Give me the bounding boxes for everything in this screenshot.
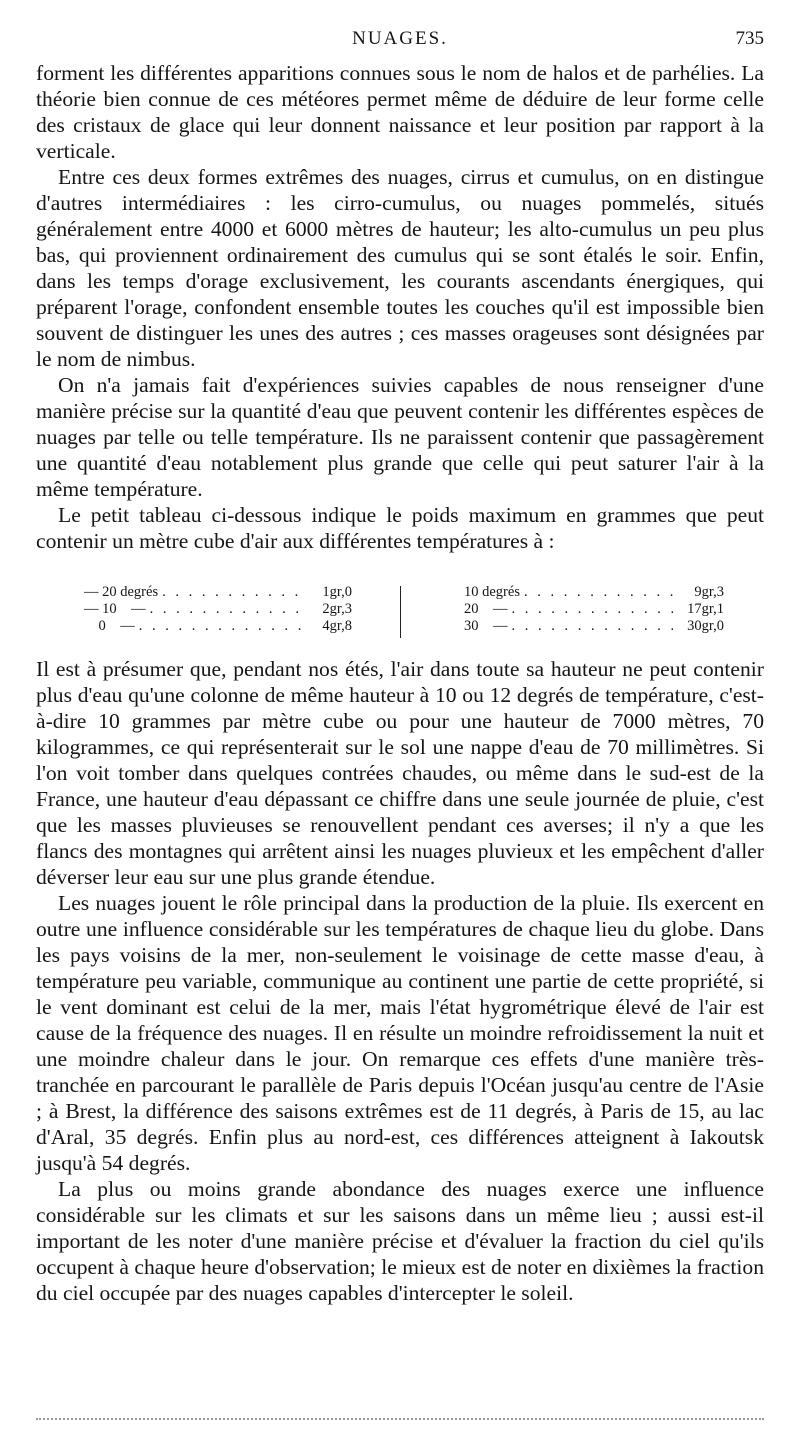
temperature-label: — 20 degrés (84, 584, 159, 600)
table-row (464, 584, 724, 601)
running-title: NUAGES. (352, 28, 448, 49)
paragraph: Les nuages jouent le rôle principal dans la production de la pluie. Ils exercent en outre une influence considérable sur les températures de chaque lieu du globe. Dans les pays voisins de la mer, non-seulement le voisinage de cette masse d'eau, à température peu variable, communique au continent une partie de cette propriété, si le vent dominant est celui de la mer, mais l'état hygrométrique élevé de l'air est cause de la fréquence des nuages. Il en résulte un moindre refroidissement la nuit et une moindre chaleur dans le jour. On remarque ces effets d'une manière très-tranchée en parcourant le parallèle de Paris depuis l'Océan jusqu'au centre de l'Asie ; à Brest, la différence des saisons extrêmes est de 11 degrés, à Paris de 15, au lac d'Aral, 35 degrés. Enfin plus au nord-est, ces différences atteignent à Iakoutsk jusqu'à 54 degrés. (36, 891, 764, 1175)
paragraph: forment les différentes apparitions connues sous le nom de halos et de parhélies. La théorie bien connue de ces météores permet même de déduire de leur forme celle des cristaux de glace qui leur donnent naissance et leur position par rapport à la verticale. (36, 61, 764, 163)
table-row (84, 601, 352, 618)
temperature-label: 10 degrés (464, 584, 520, 600)
leader-dots (146, 601, 306, 618)
paragraph: Il est à présumer que, pendant nos étés, l'air dans toute sa hauteur ne peut contenir plus d'eau qu'une colonne de même hauteur à 10 ou 12 degrés de température, c'est-à-dire 10 grammes par mètre cube ou pour une hauteur de 7000 mètres, 70 kilogrammes, ce qui représenterait sur le sol une nappe d'eau de 70 millimètres. Si l'on voit tomber dans quelques contrées chaudes, ou même dans le sud-est de la France, une hauteur d'eau dépassant ce chiffre dans une seule journée de pluie, c'est que les masses pluvieuses se renouvellent pendant ces averses; il n'y a que les flancs des montagnes qui arrêtent ainsi les nuages pluvieux et les empêchent d'aller déverser leur eau sur une plus grande étendue. (36, 657, 764, 889)
page-header (36, 28, 764, 58)
table-divider (400, 586, 401, 638)
page-number: 735 (735, 28, 764, 49)
leader-dots (508, 618, 679, 635)
water-weight-value: 1gr,0 (322, 584, 352, 600)
temperature-label: 0 — (84, 618, 135, 634)
water-weight-value: 4gr,8 (322, 618, 352, 634)
water-weight-value: 9gr,3 (694, 584, 724, 600)
water-weight-value: 2gr,3 (322, 601, 352, 617)
table-row (84, 584, 352, 601)
leader-dots (158, 584, 306, 601)
footer-dotted-rule (36, 1418, 764, 1420)
paragraph: On n'a jamais fait d'expériences suivies capables de nous renseigner d'une manière précise sur la quantité d'eau que peuvent contenir les différentes espèces de nuages par telle ou telle température. Ils ne paraissent contenir que passagèrement une quantité d'eau notablement plus grande que celle qui peut saturer l'air à la même température. (36, 373, 764, 501)
temperature-label: — 10 — (84, 601, 146, 617)
leader-dots (508, 601, 679, 618)
table-row (464, 618, 724, 635)
text-block-after-table (36, 656, 764, 1306)
table-row (464, 601, 724, 618)
temperature-label: 30 — (464, 618, 508, 634)
leader-dots (520, 584, 678, 601)
paragraph: Le petit tableau ci-dessous indique le poids maximum en grammes que peut contenir un mètre cube d'air aux différentes températures à : (36, 503, 764, 553)
text-block-before-table (36, 60, 764, 554)
paragraph: Entre ces deux formes extrêmes des nuages, cirrus et cumulus, on en distingue d'autres intermédiaires : les cirro-cumulus, ou nuages pommelés, situés généralement entre 4000 et 6000 mètres de hauteur; les alto-cumulus un peu plus bas, qui proviennent ordinairement des cumulus qui se sont étalés le soir. Enfin, dans les temps d'orage exclusivement, les courants ascendants énergiques, qui préparent l'orage, confondent ensemble toutes les couches qu'il est impossible bien souvent de distinguer les unes des autres ; ces masses orageuses sont désignées par le nom de nimbus. (36, 165, 764, 371)
table-left-column (84, 584, 352, 635)
water-weight-value: 17gr,1 (687, 601, 724, 617)
water-weight-value: 30gr,0 (687, 618, 724, 634)
temperature-label: 20 — (464, 601, 508, 617)
table-row (84, 618, 352, 635)
leader-dots (135, 618, 306, 635)
water-content-table (84, 584, 724, 640)
paragraph: La plus ou moins grande abondance des nuages exerce une influence considérable sur les climats et sur les saisons dans un même lieu ; aussi est-il important de les noter d'une manière précise et d'évaluer la fraction du ciel qu'ils occupent à chaque heure d'observation; le mieux est de noter en dixièmes la fraction du ciel occupée par des nuages capables d'intercepter le soleil. (36, 1177, 764, 1305)
table-right-column (464, 584, 724, 635)
